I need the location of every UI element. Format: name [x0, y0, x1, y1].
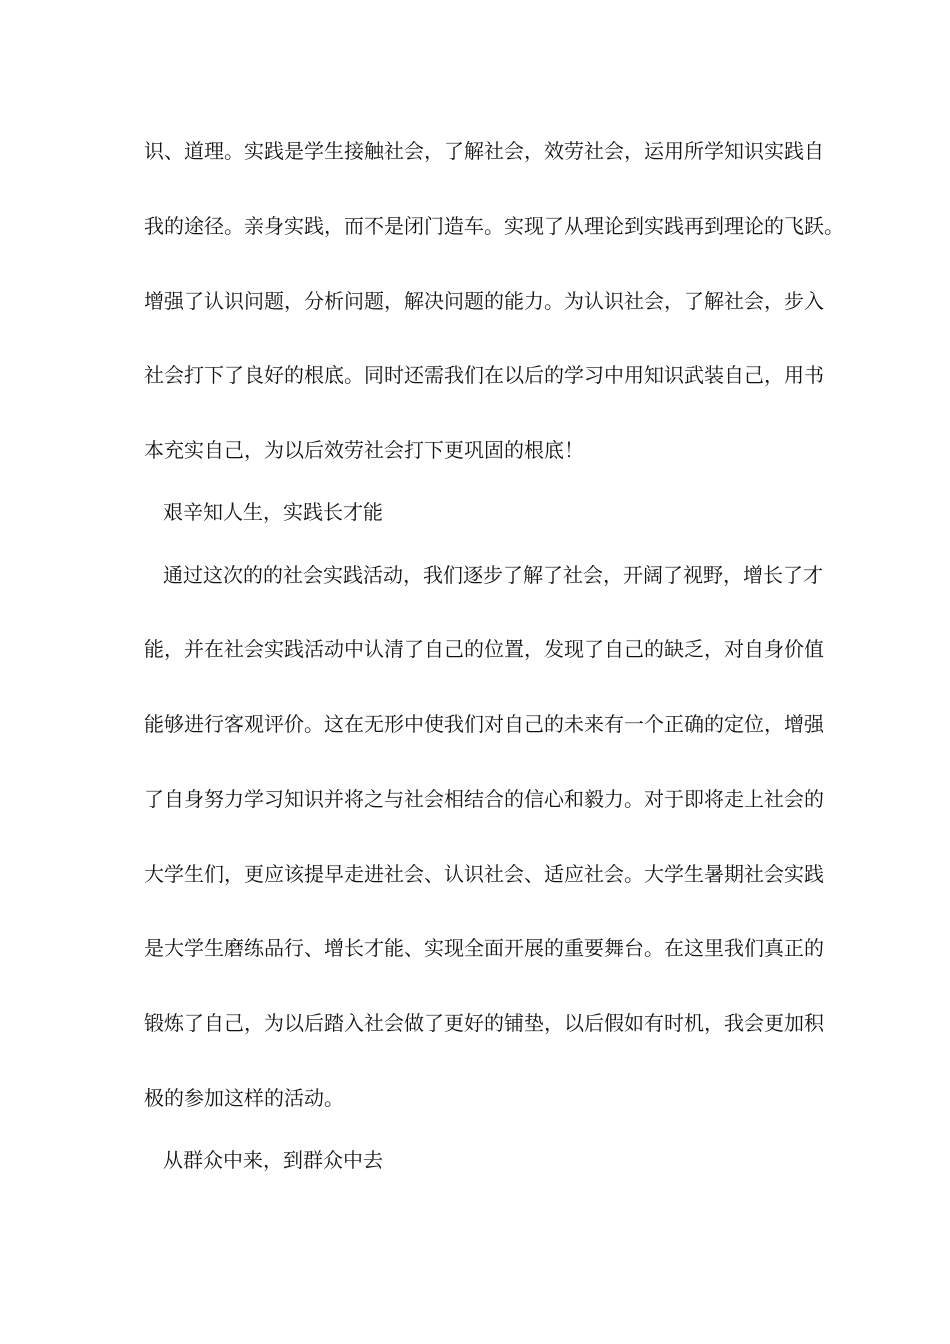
- paragraph-line: 本充实自己，为以后效劳社会打下更巩固的根底！: [144, 438, 584, 462]
- paragraph-line: 极的参加这样的活动。: [144, 1086, 344, 1110]
- section-heading: 艰辛知人生，实践长才能: [163, 500, 383, 524]
- paragraph-line: 能，并在社会实践活动中认清了自己的位置，发现了自己的缺乏，对自身价值: [144, 637, 824, 661]
- paragraph-line: 增强了认识问题，分析问题，解决问题的能力。为认识社会，了解社会，步入: [144, 289, 824, 313]
- paragraph-line: 通过这次的的社会实践活动，我们逐步了解了社会，开阔了视野，增长了才: [163, 563, 823, 587]
- paragraph-line: 我的途径。亲身实践，而不是闭门造车。实现了从理论到实践再到理论的飞跃。: [144, 214, 844, 238]
- paragraph-line: 社会打下了良好的根底。同时还需我们在以后的学习中用知识武装自己，用书: [144, 363, 824, 387]
- paragraph-line: 大学生们，更应该提早走进社会、认识社会、适应社会。大学生暑期社会实践: [144, 862, 824, 886]
- paragraph-line: 能够进行客观评价。这在无形中使我们对自己的未来有一个正确的定位，增强: [144, 712, 824, 736]
- paragraph-line: 识、道理。实践是学生接触社会，了解社会，效劳社会，运用所学知识实践自: [144, 139, 824, 163]
- section-heading: 从群众中来，到群众中去: [163, 1148, 383, 1172]
- paragraph-line: 锻炼了自己，为以后踏入社会做了更好的铺垫，以后假如有时机，我会更加积: [144, 1011, 824, 1035]
- paragraph-line: 了自身努力学习知识并将之与社会相结合的信心和毅力。对于即将走上社会的: [144, 787, 824, 811]
- paragraph-line: 是大学生磨练品行、增长才能、实现全面开展的重要舞台。在这里我们真正的: [144, 936, 824, 960]
